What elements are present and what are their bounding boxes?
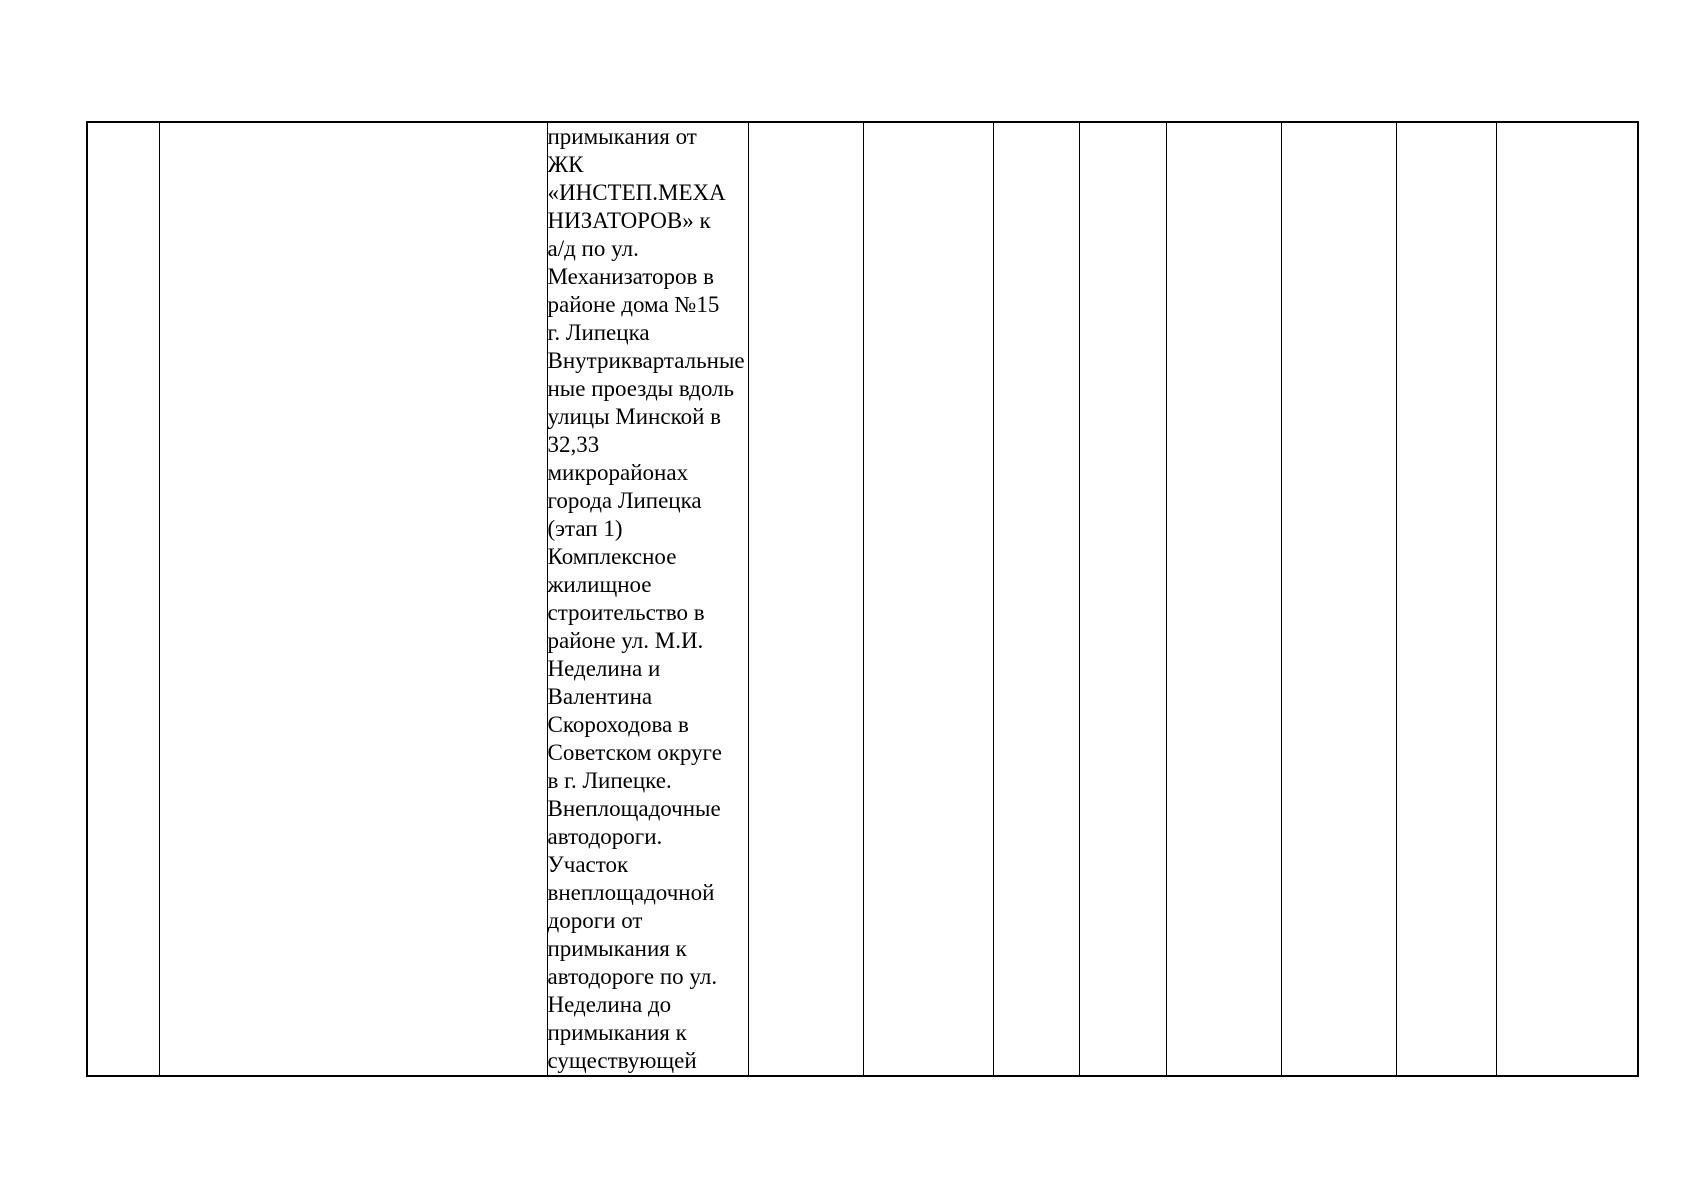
description-line: (этап 1) (547, 516, 623, 541)
description-line: дороги от (547, 908, 643, 933)
description-line: районе ул. М.И. (547, 628, 704, 653)
cell-col-11 (1496, 122, 1638, 1076)
cell-col-7 (1079, 122, 1166, 1076)
description-line: примыкания к (547, 1020, 687, 1045)
table-row (87, 122, 1638, 1076)
description-line: ные проезды вдоль (547, 376, 735, 401)
description-line: примыкания к (547, 936, 687, 961)
cell-number (87, 122, 159, 1076)
data-table (86, 121, 1639, 1077)
description-line: строительство в (547, 600, 705, 625)
description-line: 32,33 (547, 432, 600, 457)
description-line: автодороги. (547, 824, 663, 849)
cell-object-description (547, 122, 748, 1076)
description-line: Неделина и (547, 656, 661, 681)
description-line: улицы Минской в (547, 404, 721, 429)
description-line: НИЗАТОРОВ» к (547, 208, 711, 233)
cell-name (159, 122, 547, 1076)
description-line: Валентина (547, 684, 653, 709)
description-line: в г. Липецке. (547, 768, 672, 793)
description-line: «ИНСТЕП.МЕХА (547, 180, 726, 205)
description-line: микрорайонах (547, 460, 689, 485)
cell-col-5 (863, 122, 993, 1076)
description-line: Механизаторов в (547, 264, 714, 289)
cell-col-4 (748, 122, 863, 1076)
cell-col-6 (993, 122, 1079, 1076)
description-line: Участок (547, 852, 629, 877)
description-line: г. Липецка (547, 320, 650, 345)
cell-col-10 (1396, 122, 1496, 1076)
description-line: Внеплощадочные (547, 796, 721, 821)
description-line: Неделина до (547, 992, 672, 1017)
description-line: ЖК (547, 152, 584, 177)
cell-col-8 (1166, 122, 1281, 1076)
description-line: существующей (547, 1048, 697, 1073)
description-line: районе дома №15 (547, 292, 720, 317)
description-line: жилищное (547, 572, 652, 597)
description-line: Внутриквартальные (547, 348, 745, 373)
description-line: Советском округе (547, 740, 722, 765)
description-line: Скороходова в (547, 712, 689, 737)
description-line: города Липецка (547, 488, 702, 513)
description-line: внеплощадочной (547, 880, 715, 905)
cell-col-9 (1281, 122, 1396, 1076)
description-line: а/д по ул. (547, 236, 639, 261)
description-line: примыкания от (547, 124, 697, 149)
description-line: автодороге по ул. (547, 964, 718, 989)
description-line: Комплексное (547, 544, 677, 569)
